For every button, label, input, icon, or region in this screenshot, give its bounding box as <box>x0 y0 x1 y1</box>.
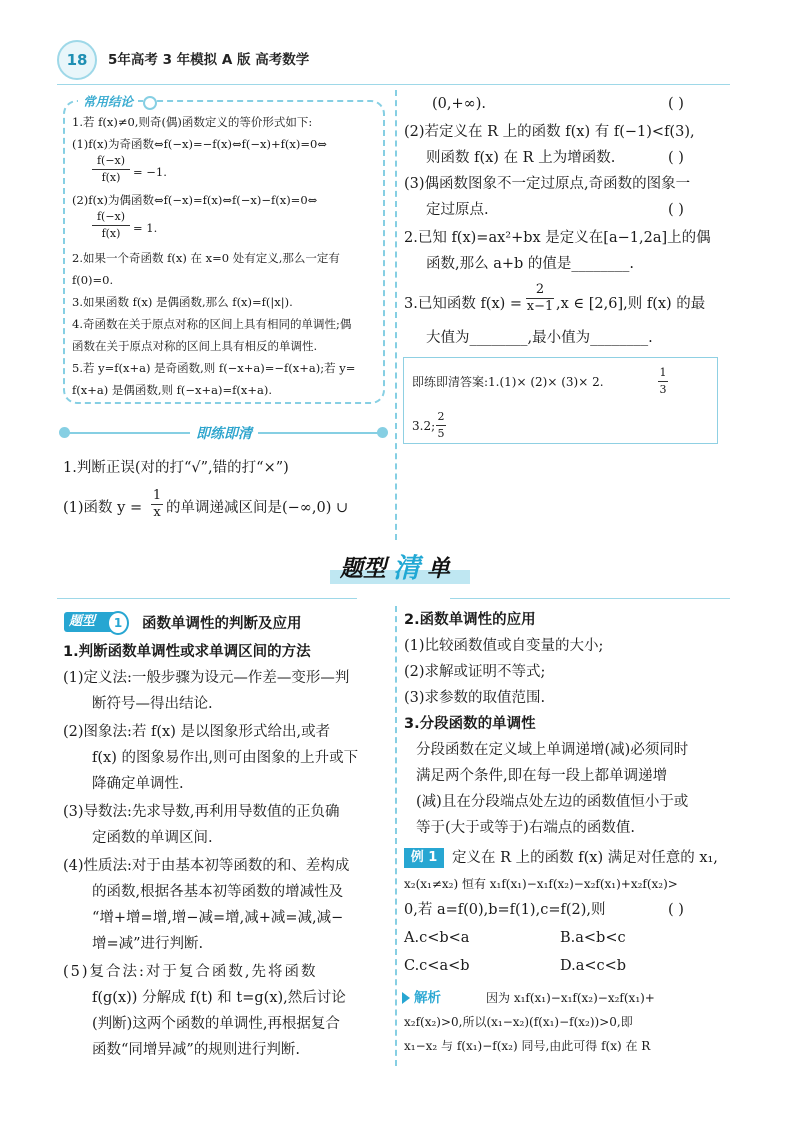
answers-fraction-2 <box>436 410 446 441</box>
header-title: 5年高考 3 年模拟 A 版 高考数学 <box>108 52 310 68</box>
body-line: 分段函数在定义域上单调递增(减)必须同时 <box>416 742 689 758</box>
body-line: 增=减”进行判断. <box>92 936 204 952</box>
fraction-numerator: 2 <box>437 410 445 423</box>
body-line: f(g(x)) 分解成 f(t) 和 t=g(x),然后讨论 <box>92 990 346 1006</box>
solution-line: x₂f(x₂)>0,所以(x₁−x₂)(f(x₁)−f(x₂))>0,即 <box>404 1015 633 1029</box>
body-line: (5)复合法:对于复合函数,先将函数 <box>63 964 318 980</box>
body-line: 满足两个条件,即在每一段上都单调递增 <box>416 768 668 784</box>
fraction-numerator: f(−x) <box>96 154 126 167</box>
conclusions-tag-icon <box>143 96 157 110</box>
body-line: f(x) 的图象易作出,则可由图象的上升或下 <box>92 750 359 766</box>
fraction-denominator: x−1 <box>526 299 554 314</box>
fraction-denominator: f(x) <box>101 227 121 240</box>
practice-line: 则函数 f(x) 在 R 上为增函数. <box>426 150 616 166</box>
section-banner-text: 题型 <box>340 556 386 582</box>
practice-title: 即练即清 <box>190 423 258 443</box>
section-banner-highlight: 清 <box>393 553 420 584</box>
application-heading: 2.函数单调性的应用 <box>404 612 536 628</box>
fraction-denominator: x <box>153 505 161 520</box>
body-line: 的函数,根据各基本初等函数的增减性及 <box>92 884 344 900</box>
option-c: C.c<a<b <box>404 958 470 974</box>
practice-q3-suffix: ,x ∈ [2,6],则 f(x) 的最 <box>556 296 706 312</box>
conclusion-line: 4.奇函数在关于原点对称的区间上具有相同的单调性;偶 <box>72 317 352 331</box>
header-divider <box>57 84 730 85</box>
example-tag: 例 1 <box>404 848 444 868</box>
piecewise-heading: 3.分段函数的单调性 <box>404 716 536 732</box>
conclusion-line: = 1. <box>133 221 158 235</box>
answers-box <box>403 357 718 444</box>
practice-divider-dot <box>377 427 388 438</box>
body-line: 定函数的单调区间. <box>92 830 213 846</box>
answer-blank: ( ) <box>668 96 684 112</box>
type-title: 函数单调性的判断及应用 <box>142 616 302 632</box>
section-divider <box>57 598 357 599</box>
conclusion-line: f(0)=0. <box>72 273 114 287</box>
practice-line: (2)若定义在 R 上的函数 f(x) 有 f(−1)<f(3), <box>404 124 695 140</box>
body-line: (4)性质法:对于由基本初等函数的和、差构成 <box>63 858 350 874</box>
solution-line: x₁−x₂ 与 f(x₁)−f(x₂) 同号,由此可得 f(x) 在 R <box>404 1039 651 1053</box>
practice-line: (0,+∞). <box>432 96 486 112</box>
body-line: (减)且在分段端点处左边的函数值恒小于或 <box>416 794 689 810</box>
body-line: (3)导数法:先求导数,再利用导数值的正负确 <box>63 804 340 820</box>
conclusion-line: = −1. <box>133 165 167 179</box>
answer-blank: ( ) <box>668 902 684 918</box>
column-separator <box>395 90 397 540</box>
answers-fraction-1 <box>658 366 668 397</box>
section-banner-text: 单 <box>427 556 450 582</box>
conclusion-line: f(x+a) 是偶函数,则 f(−x+a)=f(x+a). <box>72 383 273 397</box>
practice-line: 2.已知 f(x)=ax²+bx 是定义在[a−1,2a]上的偶 <box>404 230 711 246</box>
option-b: B.a<b<c <box>560 930 626 946</box>
answer-blank: ( ) <box>668 202 684 218</box>
body-line: (2)图象法:若 f(x) 是以图象形式给出,或者 <box>63 724 331 740</box>
type-number: 1 <box>107 611 129 635</box>
practice-line: 大值为________,最小值为________. <box>426 330 653 346</box>
fraction-denominator: 3 <box>659 383 667 396</box>
body-line: “增+增=增,增−减=增,减+减=减,减− <box>92 910 344 926</box>
body-line: (1)比较函数值或自变量的大小; <box>404 638 604 654</box>
conclusion-line: (2)f(x)为偶函数⇔f(−x)=f(x)⇔f(−x)−f(x)=0⇔ <box>72 193 318 207</box>
practice-divider-dot <box>59 427 70 438</box>
conclusions-label: 常用结论 <box>78 92 138 110</box>
fraction-numerator: f(−x) <box>96 210 126 223</box>
conclusion-line: 函数在关于原点对称的区间上具有相反的单调性. <box>72 339 318 353</box>
column-separator <box>395 606 397 1066</box>
fraction-bar <box>436 425 446 426</box>
conclusion-line: 5.若 y=f(x+a) 是奇函数,则 f(−x+a)=−f(x+a);若 y= <box>72 361 356 375</box>
fraction-bar <box>92 225 130 226</box>
practice-line: (3)偶函数图象不一定过原点,奇函数的图象一 <box>404 176 691 192</box>
practice-q3-prefix: 3.已知函数 f(x) = <box>404 296 523 312</box>
example-line: 定义在 R 上的函数 f(x) 满足对任意的 x₁, <box>452 850 718 866</box>
practice-q3-fraction <box>526 283 554 314</box>
conclusion-fraction-odd <box>92 154 130 185</box>
fraction-bar <box>92 169 130 170</box>
body-line: 函数“同增异减”的规则进行判断. <box>92 1042 300 1058</box>
conclusion-line: 1.若 f(x)≠0,则奇(偶)函数定义的等价形式如下: <box>72 115 313 129</box>
page-number: 18 <box>57 40 97 80</box>
fraction-denominator: 5 <box>437 427 445 440</box>
body-line: (1)定义法:一般步骤为设元—作差—变形—判 <box>63 670 350 686</box>
body-line: (判断)这两个函数的单调性,再根据复合 <box>92 1016 340 1032</box>
conclusion-line: 2.如果一个奇函数 f(x) 在 x=0 处有定义,那么一定有 <box>72 251 340 265</box>
answer-blank: ( ) <box>668 150 684 166</box>
body-line: 等于(大于或等于)右端点的函数值. <box>416 820 635 836</box>
conclusion-fraction-even <box>92 210 130 241</box>
method-heading: 1.判断函数单调性或求单调区间的方法 <box>63 644 311 660</box>
example-line: x₂(x₁≠x₂) 恒有 x₁f(x₁)−x₁f(x₂)−x₂f(x₁)+x₂f(x₂)> <box>404 877 678 891</box>
fraction-numerator: 2 <box>535 282 545 297</box>
practice-q1-1-fraction <box>151 489 163 520</box>
conclusion-line: (1)f(x)为奇函数⇔f(−x)=−f(x)⇔f(−x)+f(x)=0⇔ <box>72 137 327 151</box>
solution-tag: 解析 <box>414 990 441 1006</box>
solution-line: 因为 x₁f(x₁)−x₁f(x₂)−x₂f(x₁)+ <box>486 991 655 1005</box>
body-line: (2)求解或证明不等式; <box>404 664 546 680</box>
section-divider <box>450 598 730 599</box>
practice-q1-1-suffix: 的单调递减区间是(−∞,0) ∪ <box>166 500 349 516</box>
fraction-numerator: 1 <box>659 366 667 379</box>
fraction-denominator: f(x) <box>101 171 121 184</box>
fraction-numerator: 1 <box>152 488 162 503</box>
body-line: 降确定单调性. <box>92 776 184 792</box>
practice-question-1: 1.判断正误(对的打“√”,错的打“×”) <box>63 460 289 476</box>
example-line: 0,若 a=f(0),b=f(1),c=f(2),则 <box>404 902 606 918</box>
conclusion-line: 3.如果函数 f(x) 是偶函数,那么 f(x)=f(|x|). <box>72 295 293 309</box>
practice-line: 定过原点. <box>426 202 489 218</box>
option-a: A.c<b<a <box>404 930 470 946</box>
type-tag-label: 题型 <box>69 614 96 629</box>
option-d: D.a<c<b <box>560 958 627 974</box>
practice-line: 函数,那么 a+b 的值是________. <box>426 256 635 272</box>
fraction-bar <box>658 381 668 382</box>
answers-line-2: 3.2; <box>412 419 436 433</box>
body-line: 断符号—得出结论. <box>92 696 213 712</box>
answers-line-1: 即练即清答案:1.(1)× (2)× (3)× 2. <box>412 375 604 389</box>
solution-arrow-icon <box>402 992 410 1004</box>
body-line: (3)求参数的取值范围. <box>404 690 546 706</box>
practice-q1-1-prefix: (1)函数 y = <box>63 500 143 516</box>
